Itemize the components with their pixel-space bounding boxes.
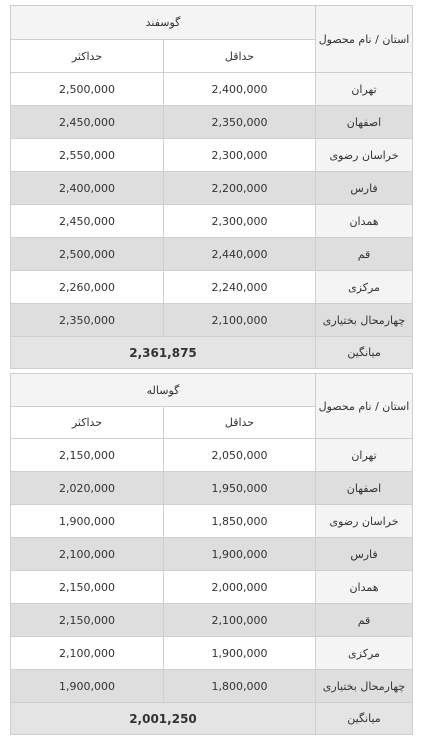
min-price-cell: 1,900,000 (164, 637, 316, 670)
average-row (11, 703, 413, 735)
table-row (11, 271, 413, 304)
max-price-cell: 2,100,000 (11, 637, 164, 670)
min-price-cell: 2,050,000 (164, 439, 316, 472)
min-price-cell: 2,000,000 (164, 571, 316, 604)
province-product-header: استان / نام محصول (316, 374, 413, 439)
average-value: 2,001,250 (11, 703, 316, 735)
min-price-cell: 2,400,000 (164, 73, 316, 106)
product-name-header: گوسفند (11, 6, 316, 40)
max-price-cell: 2,260,000 (11, 271, 164, 304)
table-row (11, 538, 413, 571)
sheep-price-table (10, 5, 413, 369)
max-price-cell: 2,350,000 (11, 304, 164, 337)
table-row (11, 439, 413, 472)
province-cell: مرکزی (316, 271, 413, 304)
table-row (11, 205, 413, 238)
table-row (11, 304, 413, 337)
province-cell: قم (316, 238, 413, 271)
table-row (11, 73, 413, 106)
province-cell: فارس (316, 172, 413, 205)
max-price-cell: 1,900,000 (11, 670, 164, 703)
max-price-cell: 2,150,000 (11, 604, 164, 637)
min-price-cell: 2,240,000 (164, 271, 316, 304)
table-row (11, 571, 413, 604)
max-column-header: حداکثر (11, 40, 164, 73)
max-column-header: حداکثر (11, 407, 164, 439)
table-row (11, 172, 413, 205)
table-row (11, 637, 413, 670)
product-name-header: گوساله (11, 374, 316, 407)
province-cell: اصفهان (316, 472, 413, 505)
province-cell: اصفهان (316, 106, 413, 139)
province-cell: تهران (316, 73, 413, 106)
table-row (11, 670, 413, 703)
min-price-cell: 2,200,000 (164, 172, 316, 205)
max-price-cell: 2,500,000 (11, 238, 164, 271)
province-cell: خراسان رضوی (316, 139, 413, 172)
province-cell: چهارمحال بختیاری (316, 670, 413, 703)
min-price-cell: 2,300,000 (164, 139, 316, 172)
min-column-header: حداقل (164, 40, 316, 73)
table-row (11, 139, 413, 172)
table-row (11, 604, 413, 637)
max-price-cell: 2,550,000 (11, 139, 164, 172)
min-price-cell: 2,350,000 (164, 106, 316, 139)
max-price-cell: 2,100,000 (11, 538, 164, 571)
max-price-cell: 2,020,000 (11, 472, 164, 505)
province-cell: چهارمحال بختیاری (316, 304, 413, 337)
min-price-cell: 2,100,000 (164, 604, 316, 637)
province-cell: تهران (316, 439, 413, 472)
province-cell: قم (316, 604, 413, 637)
max-price-cell: 2,500,000 (11, 73, 164, 106)
min-price-cell: 1,900,000 (164, 538, 316, 571)
min-price-cell: 2,100,000 (164, 304, 316, 337)
max-price-cell: 2,400,000 (11, 172, 164, 205)
min-price-cell: 1,950,000 (164, 472, 316, 505)
min-price-cell: 1,800,000 (164, 670, 316, 703)
min-column-header: حداقل (164, 407, 316, 439)
province-cell: همدان (316, 571, 413, 604)
province-cell: فارس (316, 538, 413, 571)
min-price-cell: 2,440,000 (164, 238, 316, 271)
table-row (11, 505, 413, 538)
max-price-cell: 2,150,000 (11, 571, 164, 604)
max-price-cell: 2,150,000 (11, 439, 164, 472)
province-cell: همدان (316, 205, 413, 238)
calf-price-table (10, 373, 413, 735)
max-price-cell: 1,900,000 (11, 505, 164, 538)
max-price-cell: 2,450,000 (11, 205, 164, 238)
average-label: میانگین (316, 703, 413, 735)
average-value: 2,361,875 (11, 337, 316, 369)
province-product-header: استان / نام محصول (316, 6, 413, 73)
table-row (11, 238, 413, 271)
table-row (11, 472, 413, 505)
min-price-cell: 1,850,000 (164, 505, 316, 538)
max-price-cell: 2,450,000 (11, 106, 164, 139)
average-row (11, 337, 413, 369)
min-price-cell: 2,300,000 (164, 205, 316, 238)
table-row (11, 106, 413, 139)
province-cell: مرکزی (316, 637, 413, 670)
average-label: میانگین (316, 337, 413, 369)
province-cell: خراسان رضوی (316, 505, 413, 538)
